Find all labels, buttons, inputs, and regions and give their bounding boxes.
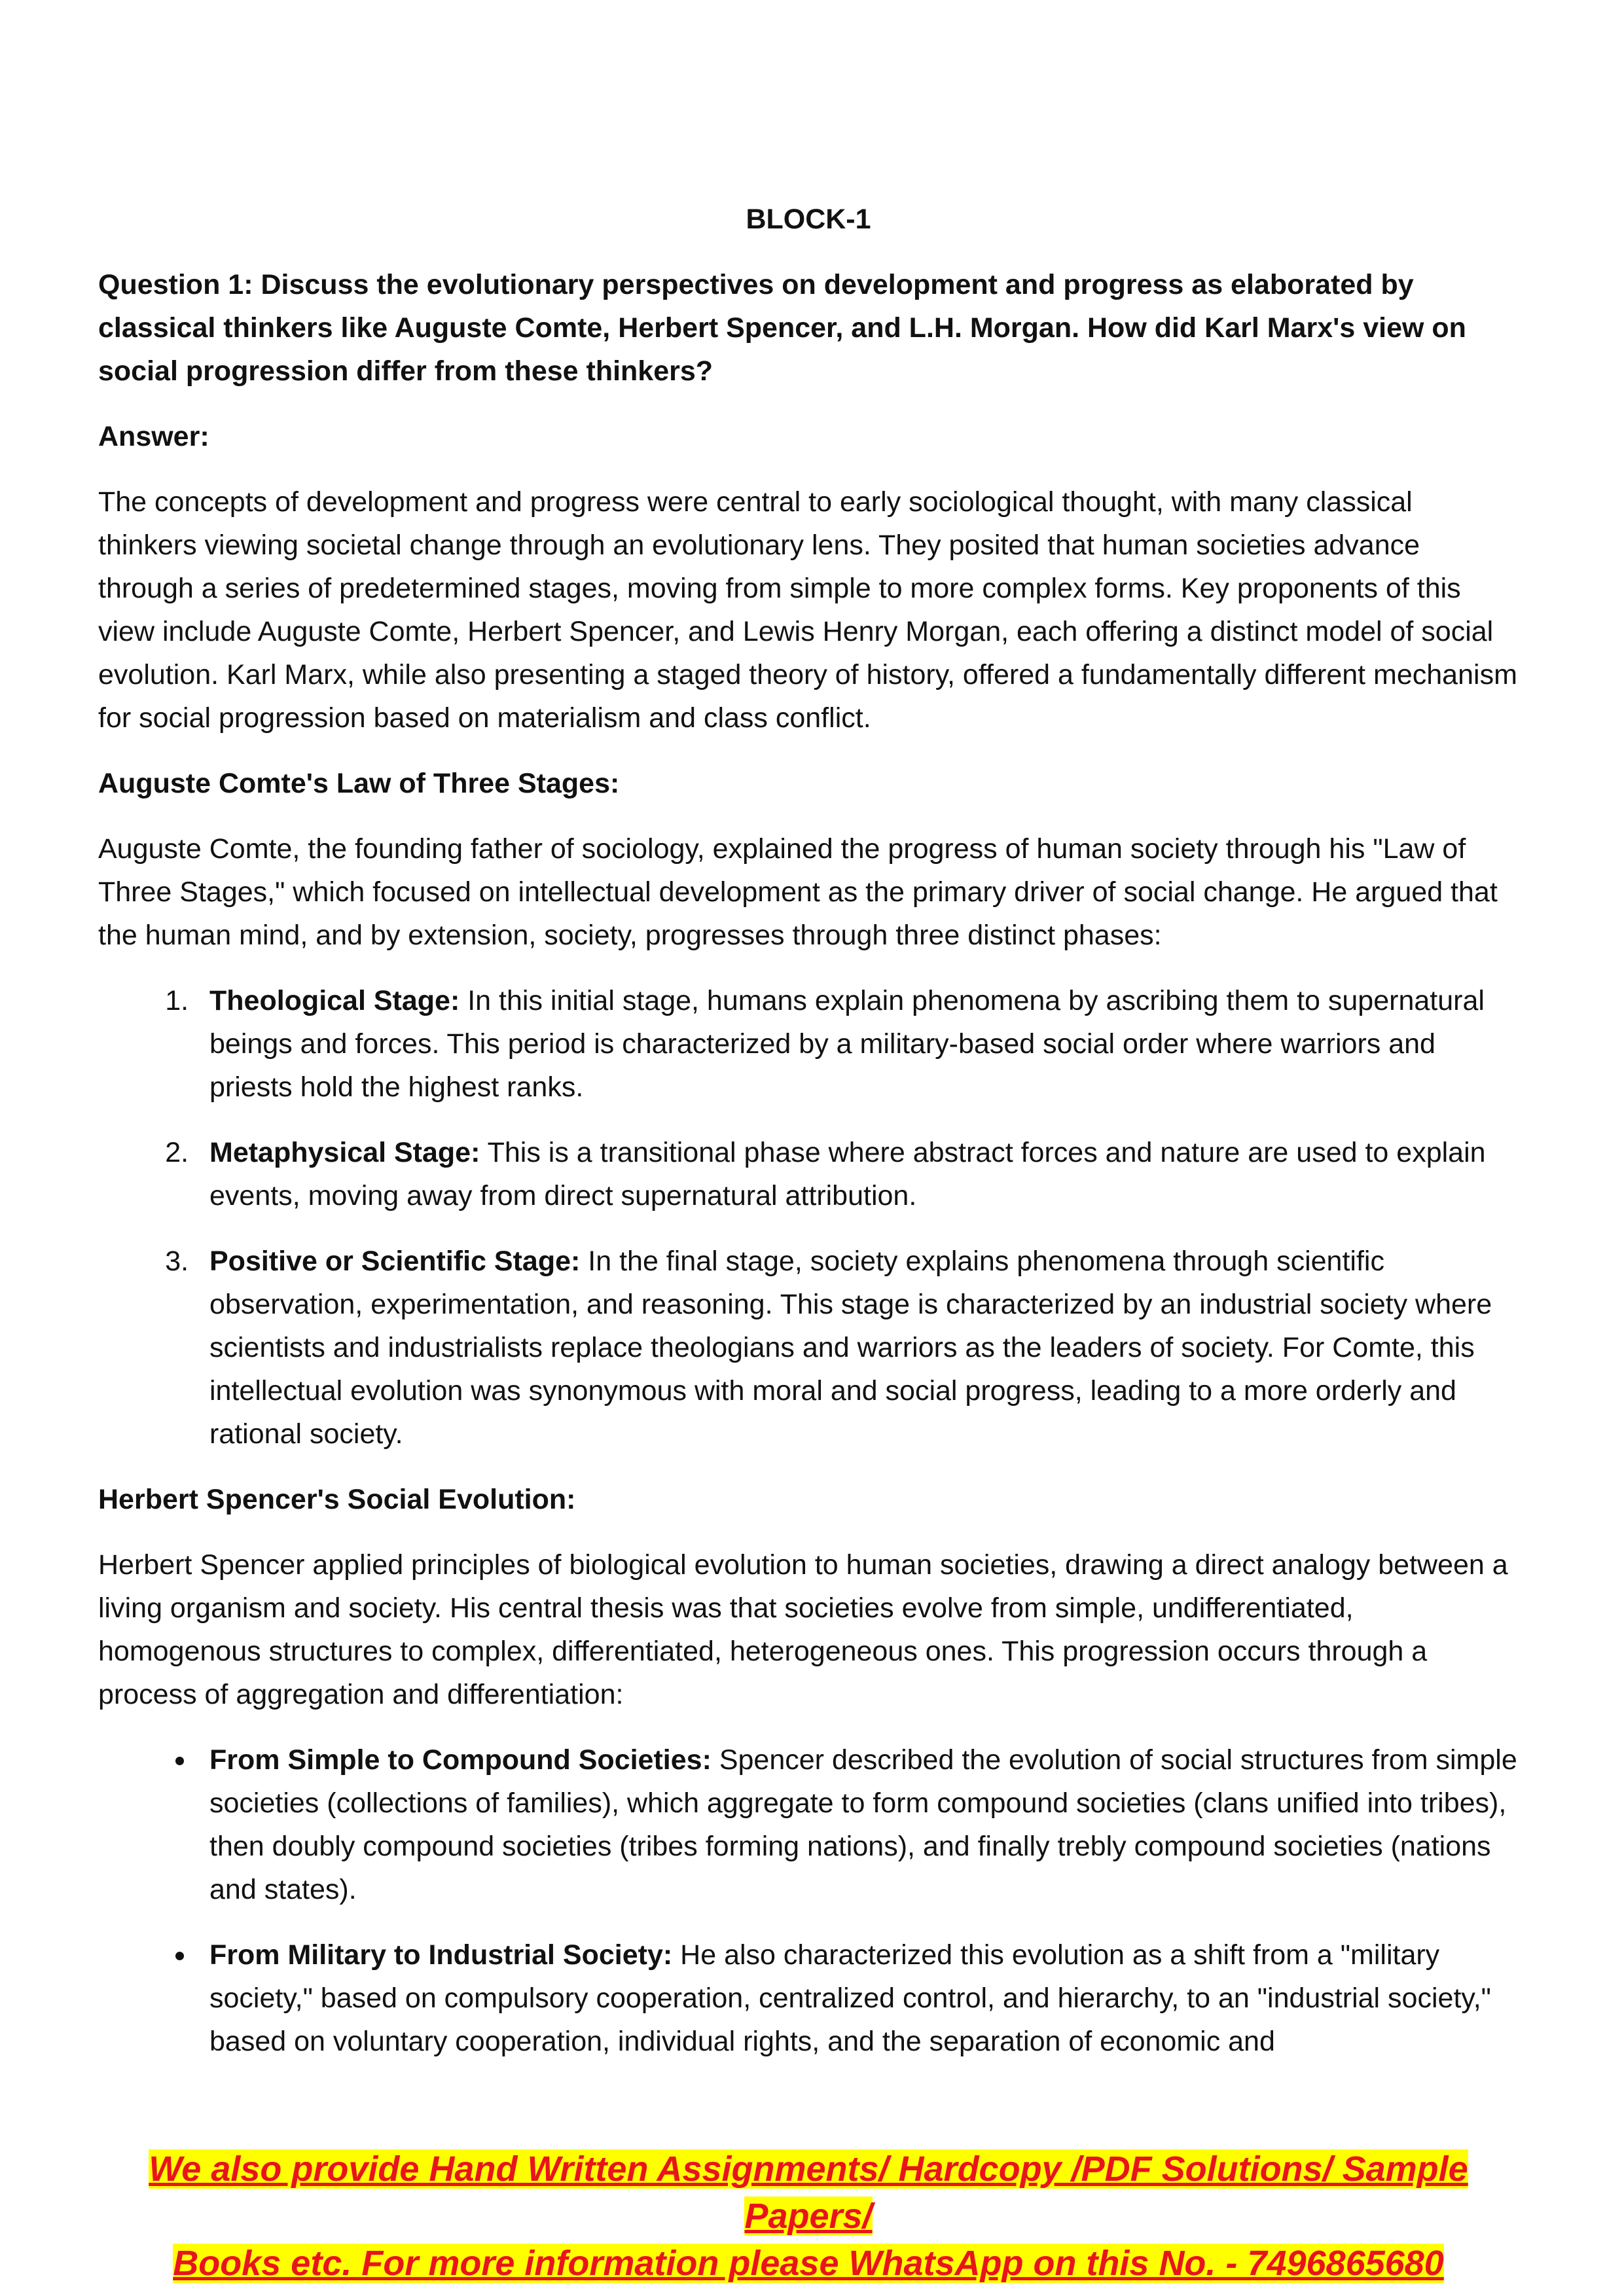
point-text: Spencer described the evolution of social structures from simple societies (collections of families), which aggregate to form compound societies (clans unified into tribes), then doubly compound societies (tribes forming nations), and finally trebly compound societies (nations and states). xyxy=(209,1744,1517,1905)
list-item xyxy=(196,1738,1519,1911)
intro-paragraph: The concepts of development and progress were central to early sociological thought, with many classical thinkers viewing societal change through an evolutionary lens. They posited that human societies advance through a series of predetermined stages, moving from simple to more complex forms. Key proponents of this view include Auguste Comte, Herbert Spencer, and Lewis Henry Morgan, each offering a distinct model of social evolution. Karl Marx, while also presenting a staged theory of history, offered a fundamentally different mechanism for social progression based on materialism and class conflict. xyxy=(98,486,1517,734)
stage-text: In this initial stage, humans explain phenomena by ascribing them to supernatural beings and forces. This period is characterized by a military-based social order where warriors and priests hold the highest ranks. xyxy=(209,985,1485,1103)
point-text: He also characterized this evolution as a shift from a "military society," based on compulsory cooperation, centralized control, and hierarchy, to an "industrial society," based on voluntary cooperation, individual rights, and the separation of economic and xyxy=(209,1939,1491,2057)
spencer-heading: Herbert Spencer's Social Evolution: xyxy=(98,1484,576,1515)
block-title: BLOCK-1 xyxy=(746,204,871,235)
stage-term: Metaphysical Stage: xyxy=(209,1137,480,1168)
stage-term: Positive or Scientific Stage: xyxy=(209,1246,581,1277)
promo-footer-line-1: We also provide Hand Written Assignments/ Hardcopy /PDF Solutions/ Sample Papers/ xyxy=(149,2149,1468,2236)
promo-footer xyxy=(98,2145,1519,2287)
spencer-points-list xyxy=(98,1738,1519,2063)
comte-heading: Auguste Comte's Law of Three Stages: xyxy=(98,768,620,799)
point-term: From Military to Industrial Society: xyxy=(209,1939,673,1971)
promo-footer-line-2: Books etc. For more information please WhatsApp on this No. - 7496865680 xyxy=(173,2244,1444,2283)
list-item xyxy=(196,1240,1519,1456)
answer-label: Answer: xyxy=(98,421,209,452)
point-term: From Simple to Compound Societies: xyxy=(209,1744,712,1776)
stage-term: Theological Stage: xyxy=(209,985,460,1016)
stage-text: This is a transitional phase where abstract forces and nature are used to explain events, moving away from direct supernatural attribution. xyxy=(209,1137,1486,1211)
list-item xyxy=(196,979,1519,1109)
document-page xyxy=(98,200,1519,2085)
list-item xyxy=(196,1131,1519,1217)
spencer-paragraph: Herbert Spencer applied principles of biological evolution to human societies, drawing a direct analogy between a living organism and society. His central thesis was that societies evolve from simple, undifferentiated, homogenous structures to complex, differentiated, heterogeneous ones. This progression occurs through a process of aggregation and differentiation: xyxy=(98,1549,1508,1710)
comte-stages-list xyxy=(98,979,1519,1456)
comte-paragraph: Auguste Comte, the founding father of sociology, explained the progress of human society through his "Law of Three Stages," which focused on intellectual development as the primary driver of social change. He argued that the human mind, and by extension, society, progresses through three distinct phases: xyxy=(98,833,1498,951)
question-text: Question 1: Discuss the evolutionary perspectives on development and progress as elaborated by classical thinkers like Auguste Comte, Herbert Spencer, and L.H. Morgan. How did Karl Marx's view on social progression differ from these thinkers? xyxy=(98,269,1466,387)
list-item xyxy=(196,1933,1519,2063)
stage-text: In the final stage, society explains phenomena through scientific observation, experimentation, and reasoning. This stage is characterized by an industrial society where scientists and industrialists replace theologians and warriors as the leaders of society. For Comte, this intellectual evolution was synonymous with moral and social progress, leading to a more orderly and rational society. xyxy=(209,1246,1492,1450)
